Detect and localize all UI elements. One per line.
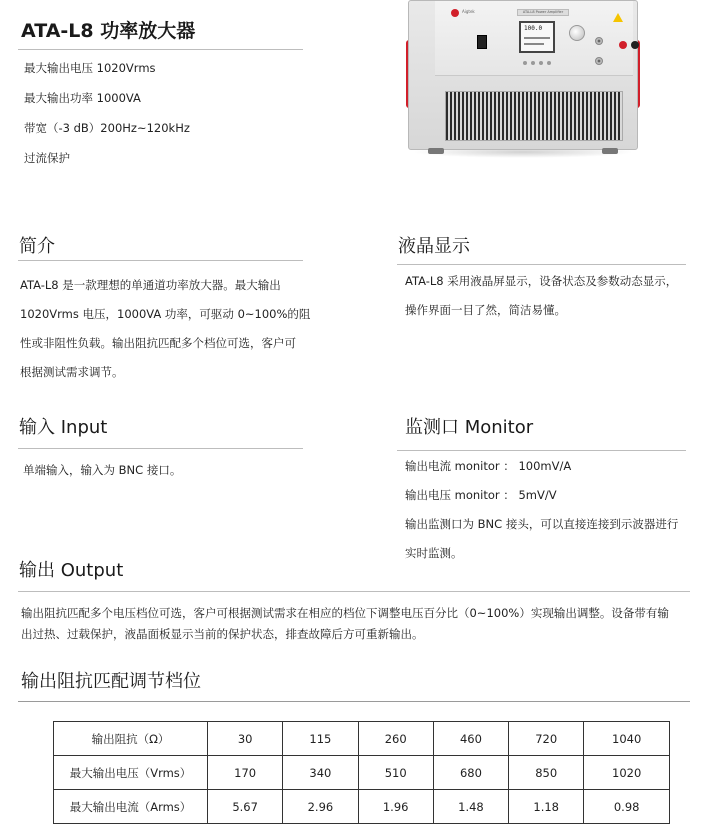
monitor-line: 输出电压 monitor ： 5mV/V — [405, 488, 557, 502]
output-title: 输出 Output — [19, 560, 124, 581]
table-row — [54, 790, 670, 824]
panel-button-icon — [539, 61, 543, 65]
table-cell: 510 — [358, 756, 433, 790]
table-cell: 1040 — [584, 722, 670, 756]
monitor-line: 输出电流 monitor ： 100mV/A — [405, 459, 572, 473]
table-divider — [18, 701, 690, 702]
lcd-line — [524, 43, 544, 45]
table-cell: 720 — [509, 722, 584, 756]
lcd-screen — [519, 21, 555, 53]
table-title: 输出阻抗匹配调节档位 — [21, 671, 201, 692]
power-switch — [477, 35, 487, 49]
table-cell: 30 — [208, 722, 283, 756]
impedance-table — [53, 721, 670, 824]
monitor-text — [405, 452, 700, 568]
monitor-line: 实时监测。 — [405, 546, 463, 560]
table-cell: 2.96 — [283, 790, 358, 824]
output-line: 输出阻抗匹配多个电压档位可选，客户可根据测试需求在相应的档位下调整电压百分比（0~100%）实现输出调整。设备带有输 — [21, 606, 669, 620]
input-title: 输入 Input — [19, 417, 108, 438]
brand-text: Aigtek — [462, 9, 475, 14]
product-title: ATA-L8 功率放大器 — [21, 20, 196, 42]
table-cell: 1.48 — [433, 790, 508, 824]
brand-logo-icon — [451, 9, 459, 17]
spec-protection: 过流保护 — [24, 151, 70, 165]
intro-line: 1020Vrms 电压，1000VA 功率，可驱动 0~100%的阻 — [20, 307, 311, 321]
input-text — [23, 456, 303, 485]
table-cell: 260 — [358, 722, 433, 756]
lcd-value: 100.0 — [524, 25, 543, 32]
monitor-bnc-icon — [595, 57, 603, 65]
table-row — [54, 756, 670, 790]
lcd-divider — [397, 264, 686, 265]
row-label: 输出阻抗（Ω） — [54, 722, 208, 756]
intro-text — [20, 271, 320, 387]
foot — [428, 148, 444, 154]
panel-label: ATA-L8 Power Amplifier — [517, 9, 569, 16]
table-cell: 850 — [509, 756, 584, 790]
table-cell: 460 — [433, 722, 508, 756]
monitor-title: 监测口 Monitor — [405, 417, 534, 438]
table-cell: 0.98 — [584, 790, 670, 824]
lcd-line-text: ATA-L8 采用液晶屏显示，设备状态及参数动态显示， — [405, 274, 678, 288]
table-row — [54, 722, 670, 756]
vent-grille — [445, 91, 623, 141]
lcd-line-text: 操作界面一目了然，简洁易懂。 — [405, 303, 566, 317]
panel-button-icon — [531, 61, 535, 65]
table-cell: 170 — [208, 756, 283, 790]
intro-title: 简介 — [19, 236, 55, 257]
panel-button-icon — [547, 61, 551, 65]
table-cell: 1020 — [584, 756, 670, 790]
table-cell: 340 — [283, 756, 358, 790]
warning-icon — [613, 13, 623, 22]
table-cell: 5.67 — [208, 790, 283, 824]
lcd-text — [405, 267, 695, 325]
foot — [602, 148, 618, 154]
output-text — [21, 603, 691, 645]
output-terminal-red-icon — [619, 41, 627, 49]
lcd-line — [524, 37, 550, 39]
intro-line: 根据测试需求调节。 — [20, 365, 124, 379]
intro-divider — [18, 260, 303, 261]
spec-voltage: 最大输出电压 1020Vrms — [24, 61, 156, 75]
monitor-divider — [397, 450, 686, 451]
table-cell: 1.18 — [509, 790, 584, 824]
intro-line: ATA-L8 是一款理想的单通道功率放大器。最大输出 — [20, 278, 281, 292]
title-divider — [18, 49, 303, 50]
input-bnc-icon — [595, 37, 603, 45]
panel-button-icon — [523, 61, 527, 65]
output-line: 出过热、过载保护，液晶面板显示当前的保护状态，排查故障后方可重新输出。 — [21, 627, 424, 641]
input-divider — [18, 448, 303, 449]
table-cell: 680 — [433, 756, 508, 790]
amplifier-chassis — [408, 0, 638, 150]
spec-power: 最大输出功率 1000VA — [24, 91, 141, 105]
adjust-knob — [569, 25, 585, 41]
front-panel — [435, 1, 633, 76]
monitor-line: 输出监测口为 BNC 接头，可以直接连接到示波器进行 — [405, 517, 679, 531]
spec-bandwidth: 带宽（-3 dB）200Hz~120kHz — [24, 121, 190, 135]
row-label: 最大输出电压（Vrms） — [54, 756, 208, 790]
output-divider — [18, 591, 690, 592]
table-cell: 115 — [283, 722, 358, 756]
lcd-title: 液晶显示 — [398, 236, 470, 257]
table-cell: 1.96 — [358, 790, 433, 824]
intro-line: 性或非阻性负载。输出阻抗匹配多个档位可选，客户可 — [20, 336, 296, 350]
input-line: 单端输入，输入为 BNC 接口。 — [23, 463, 182, 477]
row-label: 最大输出电流（Arms） — [54, 790, 208, 824]
product-image — [398, 0, 646, 160]
output-terminal-black-icon — [631, 41, 639, 49]
